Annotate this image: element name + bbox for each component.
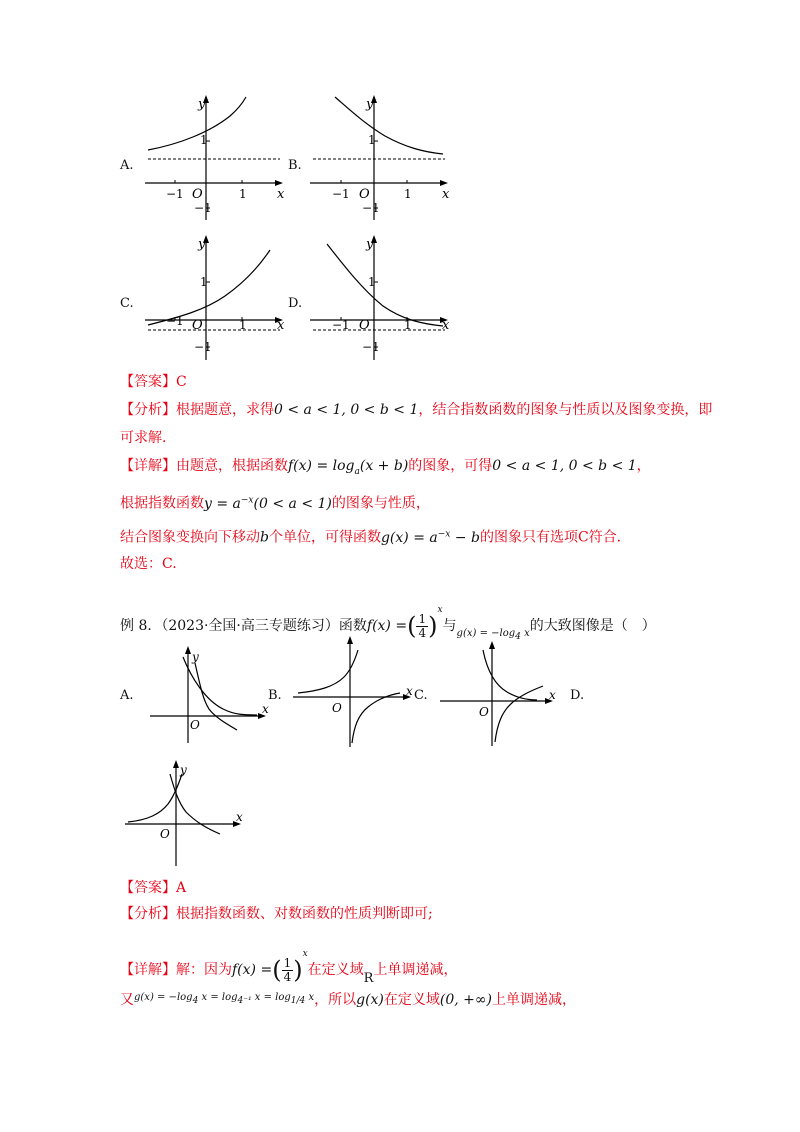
detail-text: ， xyxy=(636,458,651,474)
detail-math: g(x) xyxy=(356,992,384,1008)
graph8-c xyxy=(435,640,565,750)
analysis-math: 0 < a < 1, 0 < b < 1 xyxy=(274,402,419,418)
x-axis-label: x xyxy=(442,318,450,333)
origin-label: O xyxy=(190,718,200,732)
origin-label: O xyxy=(479,705,489,719)
option-d-label: D. xyxy=(288,296,303,311)
answer-tag: 【答案】 xyxy=(120,374,176,390)
origin-label: O xyxy=(160,827,170,841)
tick-y1: 1 xyxy=(200,133,208,147)
detail-text: 的图象与性质， xyxy=(331,495,430,512)
detail-text: 上单调递减， xyxy=(373,962,458,978)
graph-c xyxy=(140,232,290,362)
y-axis-label: y xyxy=(192,650,199,664)
origin-label: O xyxy=(359,187,370,202)
tick-xm1: −1 xyxy=(166,314,184,328)
tick-x1: 1 xyxy=(404,318,412,332)
tick-y1: 1 xyxy=(368,133,376,147)
y-axis-label: y xyxy=(366,237,374,252)
detail7-line1 xyxy=(120,456,651,482)
detail-math: $g(x) = a^{-x} - b$ xyxy=(380,529,480,546)
analysis-text: 根据指数函数、对数函数的性质判断即可; xyxy=(176,906,433,922)
analysis-text: 根据题意，求得 xyxy=(176,402,274,418)
detail-func: $f(x) = \log_a(x + b)$ xyxy=(288,458,409,477)
detail-text: 在定义域 xyxy=(307,962,364,978)
analysis7-line2 xyxy=(120,428,166,448)
analysis7-line1 xyxy=(120,400,712,420)
graph-d xyxy=(305,232,455,362)
x-axis-label: x xyxy=(549,688,556,702)
question-sup: x xyxy=(437,605,443,615)
x-axis-label: x xyxy=(277,187,285,202)
tick-x1: 1 xyxy=(404,187,412,201)
y-axis-label: y xyxy=(180,763,187,777)
question-math: f(x) = xyxy=(366,618,408,634)
detail-text: 根据指数函数 xyxy=(120,495,204,512)
detail-text: 结合图象变换向下移动 xyxy=(120,529,260,546)
y-axis-label: y xyxy=(198,237,206,252)
option-d-label: D. xyxy=(570,688,585,703)
tick-xm1: −1 xyxy=(332,187,350,201)
question-g: g(x) = −log4 x xyxy=(456,628,530,642)
detail-text: ，所以 xyxy=(314,992,357,1008)
graph-a xyxy=(140,92,290,222)
graph8-a xyxy=(145,645,275,745)
x-axis-label: x xyxy=(262,702,269,716)
detail-sup: x xyxy=(302,949,308,959)
x-axis-label: x xyxy=(442,187,450,202)
detail-text: 解：因为 xyxy=(176,962,232,978)
detail-text: 由题意，根据函数 xyxy=(176,458,288,474)
detail-text: 又 xyxy=(120,992,134,1008)
answer-value: C xyxy=(176,374,187,390)
detail-text: 在定义域 xyxy=(383,992,440,1008)
tick-xm1: −1 xyxy=(166,187,184,201)
tick-x1: 1 xyxy=(239,187,247,201)
option-a-label: A. xyxy=(120,158,134,173)
question-text: 的大致图像是（ ） xyxy=(529,618,656,634)
origin-label: O xyxy=(192,187,203,202)
analysis-tag: 【分析】 xyxy=(120,906,176,922)
detail-math: f(x) = xyxy=(232,962,273,978)
choose-text: 故选：C. xyxy=(120,556,177,572)
detail8-line1: 【详解】解：因为f(x) =( $\frac{1}{4}$ )$^x$在定义域R上单调递减， xyxy=(120,949,458,986)
analysis-text: 可求解. xyxy=(120,430,167,446)
detail-math: b xyxy=(260,529,269,546)
tick-ym1: −1 xyxy=(362,201,380,215)
option-c-label: C. xyxy=(120,296,134,311)
origin-label: O xyxy=(359,318,370,333)
fraction: $\frac{1}{4}$ xyxy=(283,955,292,984)
answer8-line xyxy=(120,878,186,898)
detail7-line3 xyxy=(120,524,621,548)
fraction: $\frac{1}{4}$ xyxy=(418,611,427,640)
question-label: 例 8．（2023·全国·高三专题练习）函数 xyxy=(120,618,367,634)
option-b-label: B. xyxy=(288,158,302,173)
detail-math: 0 < a < 1, 0 < b < 1 xyxy=(492,458,637,474)
graph8-d xyxy=(120,758,250,868)
graph8-b xyxy=(288,635,423,750)
option-c-label: C. xyxy=(414,688,428,703)
option-a-label: A. xyxy=(120,688,134,703)
detail-math-small: g(x) = −log4 x = log4⁻¹ x = log1/4 x xyxy=(134,992,315,1006)
x-axis-label: x xyxy=(406,684,413,698)
detail7-line2 xyxy=(120,490,430,514)
graph-b xyxy=(305,92,455,222)
analysis8-line xyxy=(120,904,433,924)
origin-label: O xyxy=(192,318,203,333)
y-axis-label: y xyxy=(198,97,206,112)
question-text: 与 xyxy=(442,618,457,634)
answer-tag: 【答案】 xyxy=(120,880,176,896)
example8-question: 例 8．（2023·全国·高三专题练习）函数f(x) =( $\frac{1}{4}$ )$^x$与$_{g(x) = -log4 x}$的大致图像是（ ） xyxy=(120,605,656,642)
detail8-line2 xyxy=(120,988,576,1011)
choose7-line xyxy=(120,554,177,574)
detail-text: 的图象只有选项C符合. xyxy=(479,529,622,546)
answer-value: A xyxy=(176,880,187,896)
detail-text: 上单调递减， xyxy=(492,992,577,1008)
tick-xm1: −1 xyxy=(332,318,350,332)
option-b-label: B. xyxy=(268,688,282,703)
analysis-text: ，结合指数函数的图象与性质以及图象变换，即 xyxy=(418,402,713,418)
detail-domain: R xyxy=(363,971,374,986)
y-axis-label: y xyxy=(366,97,374,112)
analysis-tag: 【分析】 xyxy=(120,402,176,418)
detail-tag: 【详解】 xyxy=(120,962,176,978)
detail-math: $y = a^{-x}(0 < a < 1)$ xyxy=(204,495,332,512)
x-axis-label: x xyxy=(277,318,285,333)
tick-ym1: −1 xyxy=(194,340,212,354)
origin-label: O xyxy=(332,701,342,715)
detail-text: 个单位，可得函数 xyxy=(268,529,381,546)
tick-x1: 1 xyxy=(239,318,247,332)
detail-math: (0, +∞) xyxy=(439,992,493,1008)
detail-tag: 【详解】 xyxy=(120,458,176,474)
tick-ym1: −1 xyxy=(362,340,380,354)
detail-text: 的图象，可得 xyxy=(408,458,493,474)
answer7-line xyxy=(120,372,187,392)
tick-ym1: −1 xyxy=(194,201,212,215)
tick-y1: 1 xyxy=(368,275,376,289)
x-axis-label: x xyxy=(236,810,243,824)
tick-y1: 1 xyxy=(200,275,208,289)
